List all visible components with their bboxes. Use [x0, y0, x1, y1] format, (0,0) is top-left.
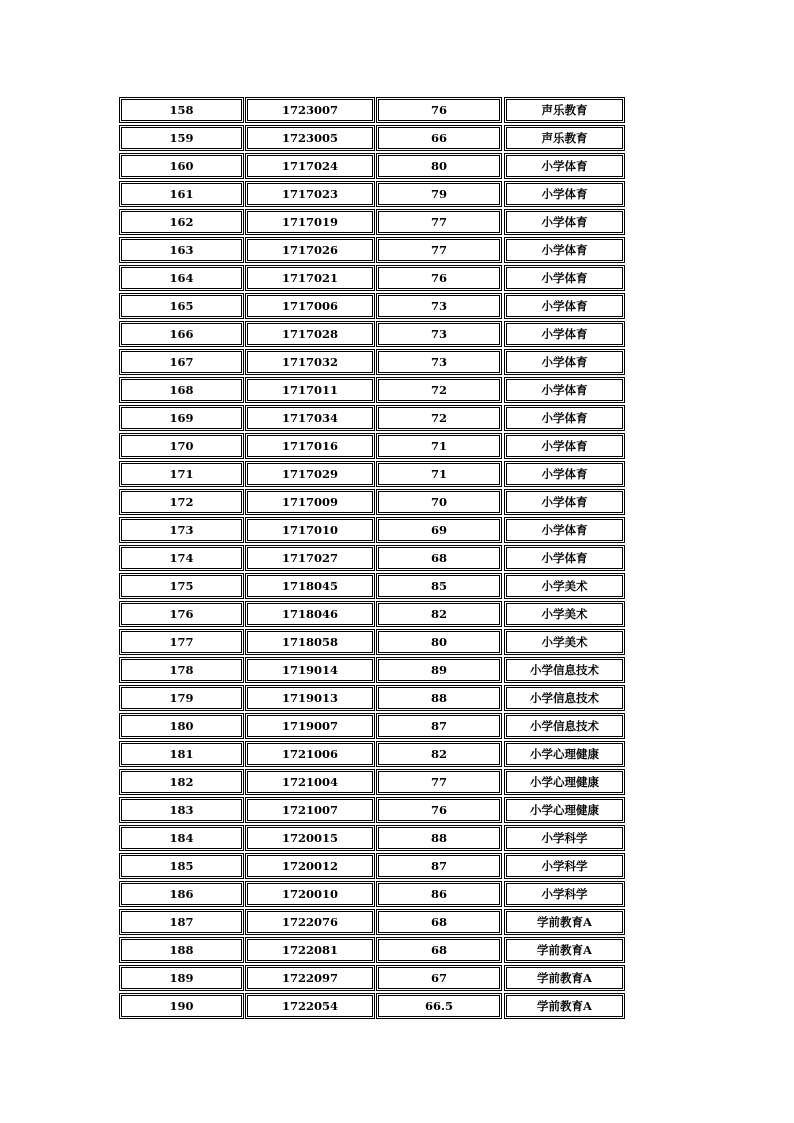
- major-cell: 小学体育: [504, 377, 625, 403]
- score-cell: 66.5: [376, 993, 502, 1019]
- id-cell: 1720010: [245, 881, 375, 907]
- major-cell: 声乐教育: [504, 97, 625, 123]
- major-cell: 小学心理健康: [504, 797, 625, 823]
- rank-cell: 172: [119, 489, 244, 515]
- id-cell: 1723005: [245, 125, 375, 151]
- rank-cell: 162: [119, 209, 244, 235]
- rank-cell: 179: [119, 685, 244, 711]
- score-cell: 68: [376, 909, 502, 935]
- rank-cell: 182: [119, 769, 244, 795]
- id-cell: 1717006: [245, 293, 375, 319]
- score-cell: 71: [376, 461, 502, 487]
- score-cell: 69: [376, 517, 502, 543]
- major-cell: 小学体育: [504, 293, 625, 319]
- score-cell: 77: [376, 237, 502, 263]
- id-cell: 1717011: [245, 377, 375, 403]
- score-cell: 72: [376, 377, 502, 403]
- score-cell: 86: [376, 881, 502, 907]
- id-cell: 1717026: [245, 237, 375, 263]
- score-cell: 87: [376, 713, 502, 739]
- rank-cell: 165: [119, 293, 244, 319]
- id-cell: 1721007: [245, 797, 375, 823]
- id-cell: 1720015: [245, 825, 375, 851]
- id-cell: 1719013: [245, 685, 375, 711]
- major-cell: 小学体育: [504, 405, 625, 431]
- major-cell: 学前教育A: [504, 993, 625, 1019]
- rank-cell: 159: [119, 125, 244, 151]
- id-cell: 1721004: [245, 769, 375, 795]
- rank-cell: 183: [119, 797, 244, 823]
- major-cell: 小学信息技术: [504, 685, 625, 711]
- id-cell: 1717029: [245, 461, 375, 487]
- id-cell: 1718046: [245, 601, 375, 627]
- id-cell: 1720012: [245, 853, 375, 879]
- id-cell: 1717019: [245, 209, 375, 235]
- rank-cell: 173: [119, 517, 244, 543]
- rank-cell: 180: [119, 713, 244, 739]
- score-cell: 73: [376, 349, 502, 375]
- major-cell: 声乐教育: [504, 125, 625, 151]
- major-cell: 小学美术: [504, 601, 625, 627]
- score-cell: 72: [376, 405, 502, 431]
- id-cell: 1717021: [245, 265, 375, 291]
- major-cell: 小学科学: [504, 881, 625, 907]
- rank-cell: 185: [119, 853, 244, 879]
- score-cell: 76: [376, 97, 502, 123]
- major-cell: 小学体育: [504, 517, 625, 543]
- rank-cell: 169: [119, 405, 244, 431]
- score-cell: 79: [376, 181, 502, 207]
- rank-cell: 175: [119, 573, 244, 599]
- rank-cell: 161: [119, 181, 244, 207]
- rank-cell: 188: [119, 937, 244, 963]
- rank-cell: 158: [119, 97, 244, 123]
- major-cell: 小学体育: [504, 545, 625, 571]
- rank-cell: 164: [119, 265, 244, 291]
- rank-cell: 171: [119, 461, 244, 487]
- score-cell: 82: [376, 741, 502, 767]
- id-cell: 1719007: [245, 713, 375, 739]
- score-cell: 67: [376, 965, 502, 991]
- score-cell: 80: [376, 629, 502, 655]
- rank-cell: 187: [119, 909, 244, 935]
- rank-cell: 178: [119, 657, 244, 683]
- id-cell: 1717009: [245, 489, 375, 515]
- rank-cell: 184: [119, 825, 244, 851]
- rank-cell: 176: [119, 601, 244, 627]
- score-cell: 82: [376, 601, 502, 627]
- id-cell: 1717032: [245, 349, 375, 375]
- major-cell: 学前教育A: [504, 937, 625, 963]
- major-cell: 小学体育: [504, 349, 625, 375]
- major-cell: 小学体育: [504, 489, 625, 515]
- score-cell: 73: [376, 321, 502, 347]
- id-cell: 1722081: [245, 937, 375, 963]
- id-cell: 1717034: [245, 405, 375, 431]
- id-cell: 1718058: [245, 629, 375, 655]
- major-cell: 小学信息技术: [504, 713, 625, 739]
- rank-cell: 167: [119, 349, 244, 375]
- score-cell: 77: [376, 209, 502, 235]
- major-cell: 小学体育: [504, 321, 625, 347]
- id-cell: 1718045: [245, 573, 375, 599]
- major-cell: 小学美术: [504, 629, 625, 655]
- major-cell: 小学科学: [504, 825, 625, 851]
- rank-cell: 186: [119, 881, 244, 907]
- rank-cell: 168: [119, 377, 244, 403]
- major-cell: 小学美术: [504, 573, 625, 599]
- rank-cell: 190: [119, 993, 244, 1019]
- rank-cell: 160: [119, 153, 244, 179]
- id-cell: 1723007: [245, 97, 375, 123]
- rank-cell: 177: [119, 629, 244, 655]
- major-cell: 小学信息技术: [504, 657, 625, 683]
- score-cell: 73: [376, 293, 502, 319]
- id-cell: 1717023: [245, 181, 375, 207]
- major-cell: 小学体育: [504, 265, 625, 291]
- major-cell: 学前教育A: [504, 909, 625, 935]
- score-cell: 85: [376, 573, 502, 599]
- major-cell: 小学体育: [504, 461, 625, 487]
- rank-cell: 170: [119, 433, 244, 459]
- rank-cell: 174: [119, 545, 244, 571]
- major-cell: 小学体育: [504, 433, 625, 459]
- id-cell: 1717016: [245, 433, 375, 459]
- score-cell: 71: [376, 433, 502, 459]
- score-cell: 88: [376, 685, 502, 711]
- score-cell: 89: [376, 657, 502, 683]
- major-cell: 小学体育: [504, 237, 625, 263]
- rank-cell: 166: [119, 321, 244, 347]
- major-cell: 学前教育A: [504, 965, 625, 991]
- id-cell: 1722097: [245, 965, 375, 991]
- major-cell: 小学体育: [504, 181, 625, 207]
- id-cell: 1717024: [245, 153, 375, 179]
- score-cell: 88: [376, 825, 502, 851]
- score-cell: 70: [376, 489, 502, 515]
- id-cell: 1719014: [245, 657, 375, 683]
- id-cell: 1717027: [245, 545, 375, 571]
- rank-cell: 163: [119, 237, 244, 263]
- id-cell: 1722076: [245, 909, 375, 935]
- score-cell: 77: [376, 769, 502, 795]
- id-cell: 1717028: [245, 321, 375, 347]
- major-cell: 小学体育: [504, 153, 625, 179]
- id-cell: 1721006: [245, 741, 375, 767]
- score-cell: 68: [376, 545, 502, 571]
- major-cell: 小学科学: [504, 853, 625, 879]
- score-cell: 76: [376, 797, 502, 823]
- score-cell: 68: [376, 937, 502, 963]
- score-cell: 87: [376, 853, 502, 879]
- id-cell: 1722054: [245, 993, 375, 1019]
- score-cell: 80: [376, 153, 502, 179]
- major-cell: 小学心理健康: [504, 741, 625, 767]
- score-cell: 76: [376, 265, 502, 291]
- id-cell: 1717010: [245, 517, 375, 543]
- rank-cell: 189: [119, 965, 244, 991]
- major-cell: 小学体育: [504, 209, 625, 235]
- score-cell: 66: [376, 125, 502, 151]
- rank-cell: 181: [119, 741, 244, 767]
- major-cell: 小学心理健康: [504, 769, 625, 795]
